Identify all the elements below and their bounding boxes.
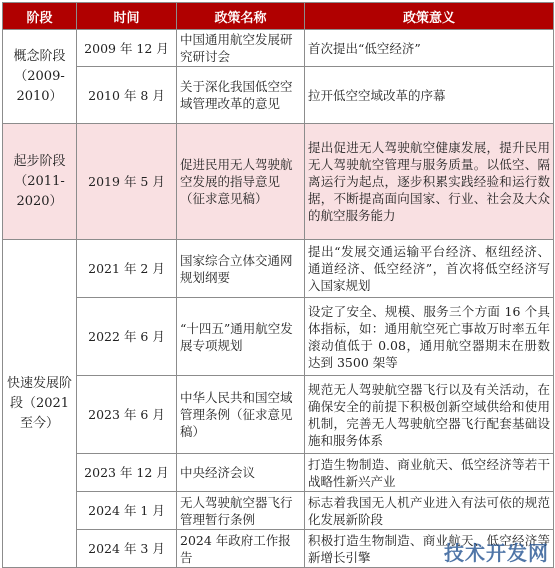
row-policy-significance: 设定了安全、规模、服务三个方面 16 个具体指标，如：通用航空死亡事故万时率五年滚动值低于 0.08，通用航空器期末在册数达到 3500 架等 [305,298,554,376]
row-policy-significance: 首次提出“低空经济” [305,30,554,67]
row-policy-name: 2024 年政府工作报告 [177,530,305,568]
row-time: 2010 年 8 月 [77,67,177,124]
row-policy-name: 关于深化我国低空空域管理改革的意见 [177,67,305,124]
row-policy-significance: 积极打造生物制造、商业航天、低空经济等新增长引擎 [305,530,554,568]
header-policy-name: 政策名称 [177,3,305,30]
row-policy-name: 中华人民共和国空域管理条例（征求意见稿） [177,376,305,454]
row-policy-name: 国家综合立体交通网规划纲要 [177,240,305,298]
table-row [3,124,554,240]
row-policy-significance: 拉开低空空域改革的序幕 [305,67,554,124]
row-time: 2023 年 12 月 [77,454,177,492]
header-time: 时间 [77,3,177,30]
table-row [3,30,554,67]
row-policy-name: “十四五”通用航空发展专项规划 [177,298,305,376]
table-row [3,298,554,376]
stage-rapid-development: 快速发展阶段（2021 至今） [3,240,77,568]
table-row [3,67,554,124]
row-policy-significance: 打造生物制造、商业航天、低空经济等若干战略性新兴产业 [305,454,554,492]
row-policy-significance: 标志着我国无人机产业进入有法可依的规范化发展新阶段 [305,492,554,530]
row-time: 2019 年 5 月 [77,124,177,240]
row-time: 2024 年 1 月 [77,492,177,530]
row-time: 2022 年 6 月 [77,298,177,376]
row-policy-name: 无人驾驶航空器飞行管理暂行条例 [177,492,305,530]
table-row [3,454,554,492]
row-policy-significance: 提出“发展交通运输平台经济、枢纽经济、通道经济、低空经济”，首次将低空经济写入国家规划 [305,240,554,298]
policy-table [2,2,554,568]
row-policy-significance: 规范无人驾驶航空器飞行以及有关活动，在确保安全的前提下积极创新空域供给和使用机制，完善无人驾驶航空器飞行配套基础设施和服务体系 [305,376,554,454]
table-header-row [3,3,554,30]
table-row [3,492,554,530]
row-policy-significance: 提出促进无人驾驶航空健康发展，提升民用无人驾驶航空管理与服务质量。以低空、隔离运行为起点，逐步积累实践经验和运行数据，不断提高面向国家、行业、社会及大众的航空服务能力 [305,124,554,240]
row-time: 2021 年 2 月 [77,240,177,298]
table-row [3,376,554,454]
row-time: 2023 年 6 月 [77,376,177,454]
header-stage: 阶段 [3,3,77,30]
table-row [3,240,554,298]
watermark-logo: 技术开发网 [444,541,549,565]
row-policy-name: 中国通用航空发展研究研讨会 [177,30,305,67]
row-time: 2024 年 3 月 [77,530,177,568]
row-time: 2009 年 12 月 [77,30,177,67]
row-policy-name: 中央经济会议 [177,454,305,492]
row-policy-name: 促进民用无人驾驶航空发展的指导意见（征求意见稿） [177,124,305,240]
header-policy-significance: 政策意义 [305,3,554,30]
stage-concept: 概念阶段（2009-2010） [3,30,77,124]
stage-startup: 起步阶段（2011-2020） [3,124,77,240]
